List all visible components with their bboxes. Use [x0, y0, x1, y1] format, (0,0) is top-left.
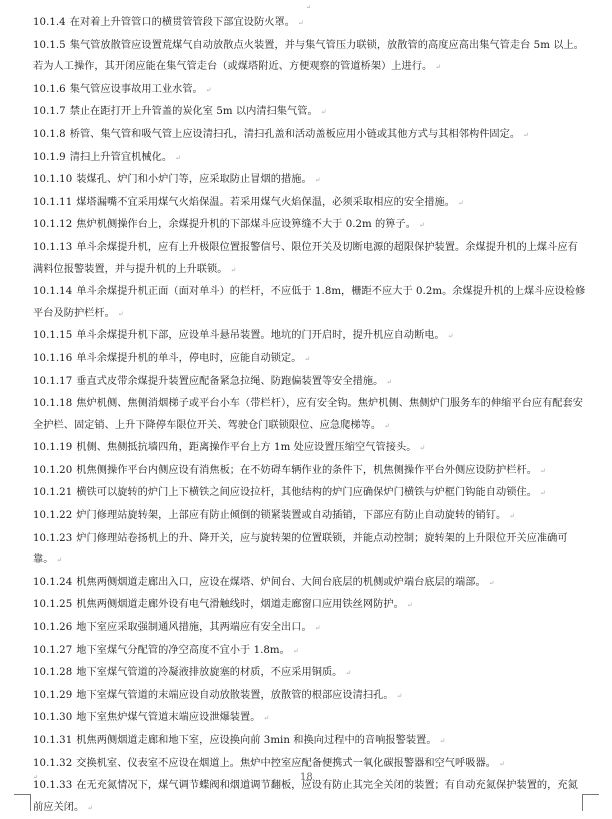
clause-number: 10.1.8: [33, 128, 66, 140]
paragraph-mark: ↵: [297, 19, 304, 27]
clause-text: 集气管应设事故用工业水管。: [69, 83, 203, 95]
clause-text: 焦炉机侧、焦侧消烟梯子或平台小车（带栏杆），应有安全钩。焦炉机侧、焦侧炉门服务车的伸缩平台应有配套安全护栏、固定销、上升下降停车限位开关、驾驶仓门联锁限位、应急爬梯等。: [33, 398, 584, 431]
paragraph-mark: ↵: [87, 803, 94, 812]
paragraph-mark: ↵: [447, 332, 454, 341]
paragraph-10-1-4: [33, 12, 588, 35]
paragraph-mark: ↵: [205, 85, 212, 94]
paragraph-mark: ↵: [117, 309, 124, 318]
clause-text: 禁止在距打开上升管盖的炭化室 5m 以内清扫集气管。: [69, 106, 318, 118]
paragraph-mark: ↵: [56, 556, 63, 565]
paragraph-mark: ↵: [406, 601, 413, 610]
clause-text: 地下室煤气分配管的净空高度不宜小于 1.8m。: [76, 644, 290, 656]
paragraph-10-1-21: [33, 482, 588, 505]
clause-number: 10.1.29: [33, 689, 73, 701]
clause-number: 10.1.19: [33, 442, 73, 454]
clause-number: 10.1.7: [33, 106, 66, 118]
paragraph-10-1-22: [33, 505, 588, 528]
clause-text: 机焦两侧烟道走廊外设有电气滑触线时，烟道走廊窗口应用铁丝网防护。: [76, 599, 404, 611]
clause-text: 煤塔漏嘴不宜采用煤气火焰保温。若采用煤气火焰保温，必须采取相应的安全措施。: [76, 196, 456, 208]
paragraph-10-1-10: [33, 169, 588, 192]
paragraph-10-1-17: [33, 371, 588, 394]
paragraph-10-1-7: [33, 101, 588, 124]
clause-text: 焦炉机侧操作台上，余煤提升机的下部煤斗应设箅缝不大于 0.2m 的箅子。: [76, 219, 417, 231]
document-body: [33, 12, 588, 819]
clause-text: 单斗余煤提升机下部，应设单斗悬吊装置。地坑的门开启时，提升机应自动断电。: [76, 330, 445, 342]
paragraph-mark: ↵: [384, 421, 390, 430]
clause-text: 机焦侧操作平台内侧应设有消焦板；在不妨碍车辆作业的条件下，机焦侧操作平台外侧应设防护栏杆。: [76, 464, 537, 476]
clause-text: 在无充氮情况下，煤气调节蝶阀和烟道调节翻板，应设有防止其完全关闭的装置；有自动充氮保护装置的，充氮前应关闭。: [33, 780, 578, 813]
paragraph-mark: ↵: [396, 691, 403, 700]
paragraph-10-1-26: [33, 617, 588, 640]
paragraph-10-1-16: [33, 348, 588, 371]
paragraph-mark-top: ↵: [306, 4, 312, 11]
paragraph-mark: ↵: [488, 578, 495, 587]
clause-text: 装煤孔、炉门和小炉门等，应采取防止冒烟的措施。: [76, 174, 312, 186]
crop-mark-bottom-right: [582, 794, 599, 811]
paragraph-10-1-31: [33, 730, 588, 753]
paragraph-mark: ↵: [435, 63, 442, 72]
clause-text: 单斗余煤提升机，应有上升极限位置报警信号、限位开关及切断电源的超限保护装置。余煤提升机的上煤斗应有满料位报警装置，并与提升机的上升联锁。: [33, 241, 578, 275]
clause-text: 机侧、焦侧抵抗墙四角，距离操作平台上方 1m 处应设置压缩空气管接头。: [76, 442, 417, 454]
clause-number: 10.1.32: [33, 757, 73, 769]
clause-number: 10.1.16: [33, 352, 73, 364]
clause-text: 机焦两侧烟道走廊出入口，应设在煤塔、炉间台、大间台底层的机侧或炉端台底层的端部。: [76, 576, 486, 588]
clause-number: 10.1.31: [33, 735, 73, 746]
paragraph-mark: ↵: [419, 444, 426, 453]
clause-number: 10.1.6: [33, 83, 66, 95]
clause-number: 10.1.12: [33, 219, 73, 231]
clause-number: 10.1.22: [33, 510, 73, 522]
clause-number: 10.1.9: [33, 151, 66, 163]
clause-number: 10.1.4: [33, 17, 66, 28]
clause-text: 在对着上升管管口的横贯管管段下部宜设防火罩。: [69, 17, 295, 28]
paragraph-mark: ↵: [458, 198, 464, 207]
paragraph-10-1-5: [33, 35, 588, 79]
paragraph-mark: ↵: [345, 669, 352, 678]
paragraph-mark-footer: ↵: [33, 774, 39, 781]
paragraph-mark: ↵: [320, 108, 327, 117]
clause-number: 10.1.18: [33, 398, 73, 410]
paragraph-10-1-8: [33, 124, 588, 147]
clause-number: 10.1.27: [33, 644, 73, 656]
paragraph-mark: ↵: [292, 646, 299, 655]
clause-number: 10.1.15: [33, 330, 73, 342]
paragraph-10-1-27: [33, 640, 588, 663]
paragraph-10-1-15: [33, 325, 588, 348]
clause-number: 10.1.17: [33, 375, 73, 387]
clause-text: 单斗余煤提升机正面（面对单斗）的栏杆，不应低于 1.8m，栅距不应大于 0.2m。余煤提升机的上煤斗应设检修平台及防护栏杆。: [33, 286, 586, 319]
paragraph-10-1-18: [33, 393, 588, 437]
paragraph-mark: ↵: [386, 377, 393, 386]
paragraph-10-1-11: [33, 192, 588, 215]
clause-number: 10.1.13: [33, 241, 73, 253]
clause-text: 桥管、集气管和吸气管上应设清扫孔，清扫孔盖和活动盖板应用小链或其他方式与其相邻构件固定。: [69, 128, 521, 140]
paragraph-10-1-13: [33, 237, 588, 281]
paragraph-mark: ↵: [498, 759, 505, 768]
clause-text: 地下室煤气管道的冷凝液排放旋塞的材质，不应采用铜质。: [76, 667, 343, 679]
paragraph-mark: ↵: [439, 737, 446, 745]
paragraph-mark: ↵: [230, 265, 237, 274]
clause-number: 10.1.28: [33, 667, 73, 679]
clause-text: 交换机室、仪表室不应设在烟道上。焦炉中控室应配备便携式一氧化碳报警器和空气呼吸器。: [76, 757, 496, 769]
clause-text: 地下室焦炉煤气管道末端应设泄爆装置。: [76, 712, 261, 724]
clause-text: 清扫上升管宜机械化。: [69, 151, 173, 163]
paragraph-10-1-20: [33, 460, 588, 483]
clause-number: 10.1.10: [33, 174, 73, 186]
paragraph-mark: ↵: [523, 130, 530, 139]
clause-number: 10.1.20: [33, 464, 73, 476]
clause-text: 地下室应采取强制通风措施，其两端应有安全出口。: [76, 622, 312, 634]
paragraph-mark: ↵: [419, 221, 425, 230]
clause-number: 10.1.23: [33, 532, 73, 544]
clause-number: 10.1.25: [33, 599, 73, 611]
paragraph-10-1-29: [33, 685, 588, 708]
clause-text: 地下室煤气管道的末端应设自动放散装置，放散管的根部应设清扫孔。: [76, 689, 394, 701]
page-number: 18: [300, 772, 313, 783]
paragraph-mark: ↵: [304, 354, 311, 363]
clause-text: 垂直式皮带余煤提升装置应配备紧急拉绳、防跑偏装置等安全措施。: [76, 375, 384, 387]
clause-number: 10.1.21: [33, 487, 73, 499]
paragraph-mark: ↵: [175, 153, 181, 162]
paragraph-mark: ↵: [314, 176, 321, 185]
paragraph-10-1-30: [33, 707, 588, 730]
paragraph-10-1-12: [33, 214, 588, 237]
paragraph-mark: ↵: [509, 512, 516, 521]
paragraph-10-1-23: [33, 528, 588, 572]
paragraph-mark: ↵: [314, 624, 321, 633]
clause-number: 10.1.30: [33, 712, 73, 724]
clause-text: 机焦两侧烟道走廊和地下室，应设换向前 3min 和换向过程中的音响报警装置。: [76, 735, 437, 746]
clause-text: 炉门修理站卷扬机上的升、降开关，应与旋转架的位置联锁，并能点动控制；旋转架的上升限位开关应准确可靠。: [33, 532, 568, 566]
clause-text: 集气管放散管应设置荒煤气自动放散点火装置，并与集气管压力联锁，放散管的高度应高出集气管走台 5m 以上。若为人工操作，其开闭应能在集气管走台（或煤塔附近、方便观察的管道桥架）上进行。: [33, 39, 584, 73]
paragraph-10-1-24: [33, 572, 588, 595]
paragraph-mark: ↵: [263, 714, 270, 723]
paragraph-mark: ↵: [539, 466, 546, 475]
clause-text: 炉门修理站旋转架，上部应有防止倾倒的锁紧装置或自动插销，下部应有防止自动旋转的销钉。: [76, 510, 507, 522]
paragraph-10-1-6: [33, 79, 588, 102]
clause-number: 10.1.5: [33, 39, 66, 51]
clause-number: 10.1.11: [33, 196, 73, 208]
paragraph-10-1-28: [33, 662, 588, 685]
clause-text: 横铁可以旋转的炉门上下横铁之间应设拉杆，其他结构的炉门应确保炉门横铁与炉框门钩能自动锁住。: [76, 487, 537, 499]
paragraph-10-1-19: [33, 437, 588, 460]
clause-number: 10.1.14: [33, 286, 73, 298]
paragraph-10-1-9: [33, 147, 588, 170]
clause-number: 10.1.24: [33, 576, 73, 588]
clause-number: 10.1.33: [33, 780, 73, 792]
clause-number: 10.1.26: [33, 622, 73, 634]
paragraph-10-1-14: [33, 281, 588, 325]
crop-mark-bottom-left: [14, 794, 31, 811]
paragraph-10-1-25: [33, 594, 588, 617]
clause-text: 单斗余煤提升机的单斗，停电时，应能自动锁定。: [76, 352, 302, 364]
paragraph-mark: ↵: [539, 489, 546, 498]
